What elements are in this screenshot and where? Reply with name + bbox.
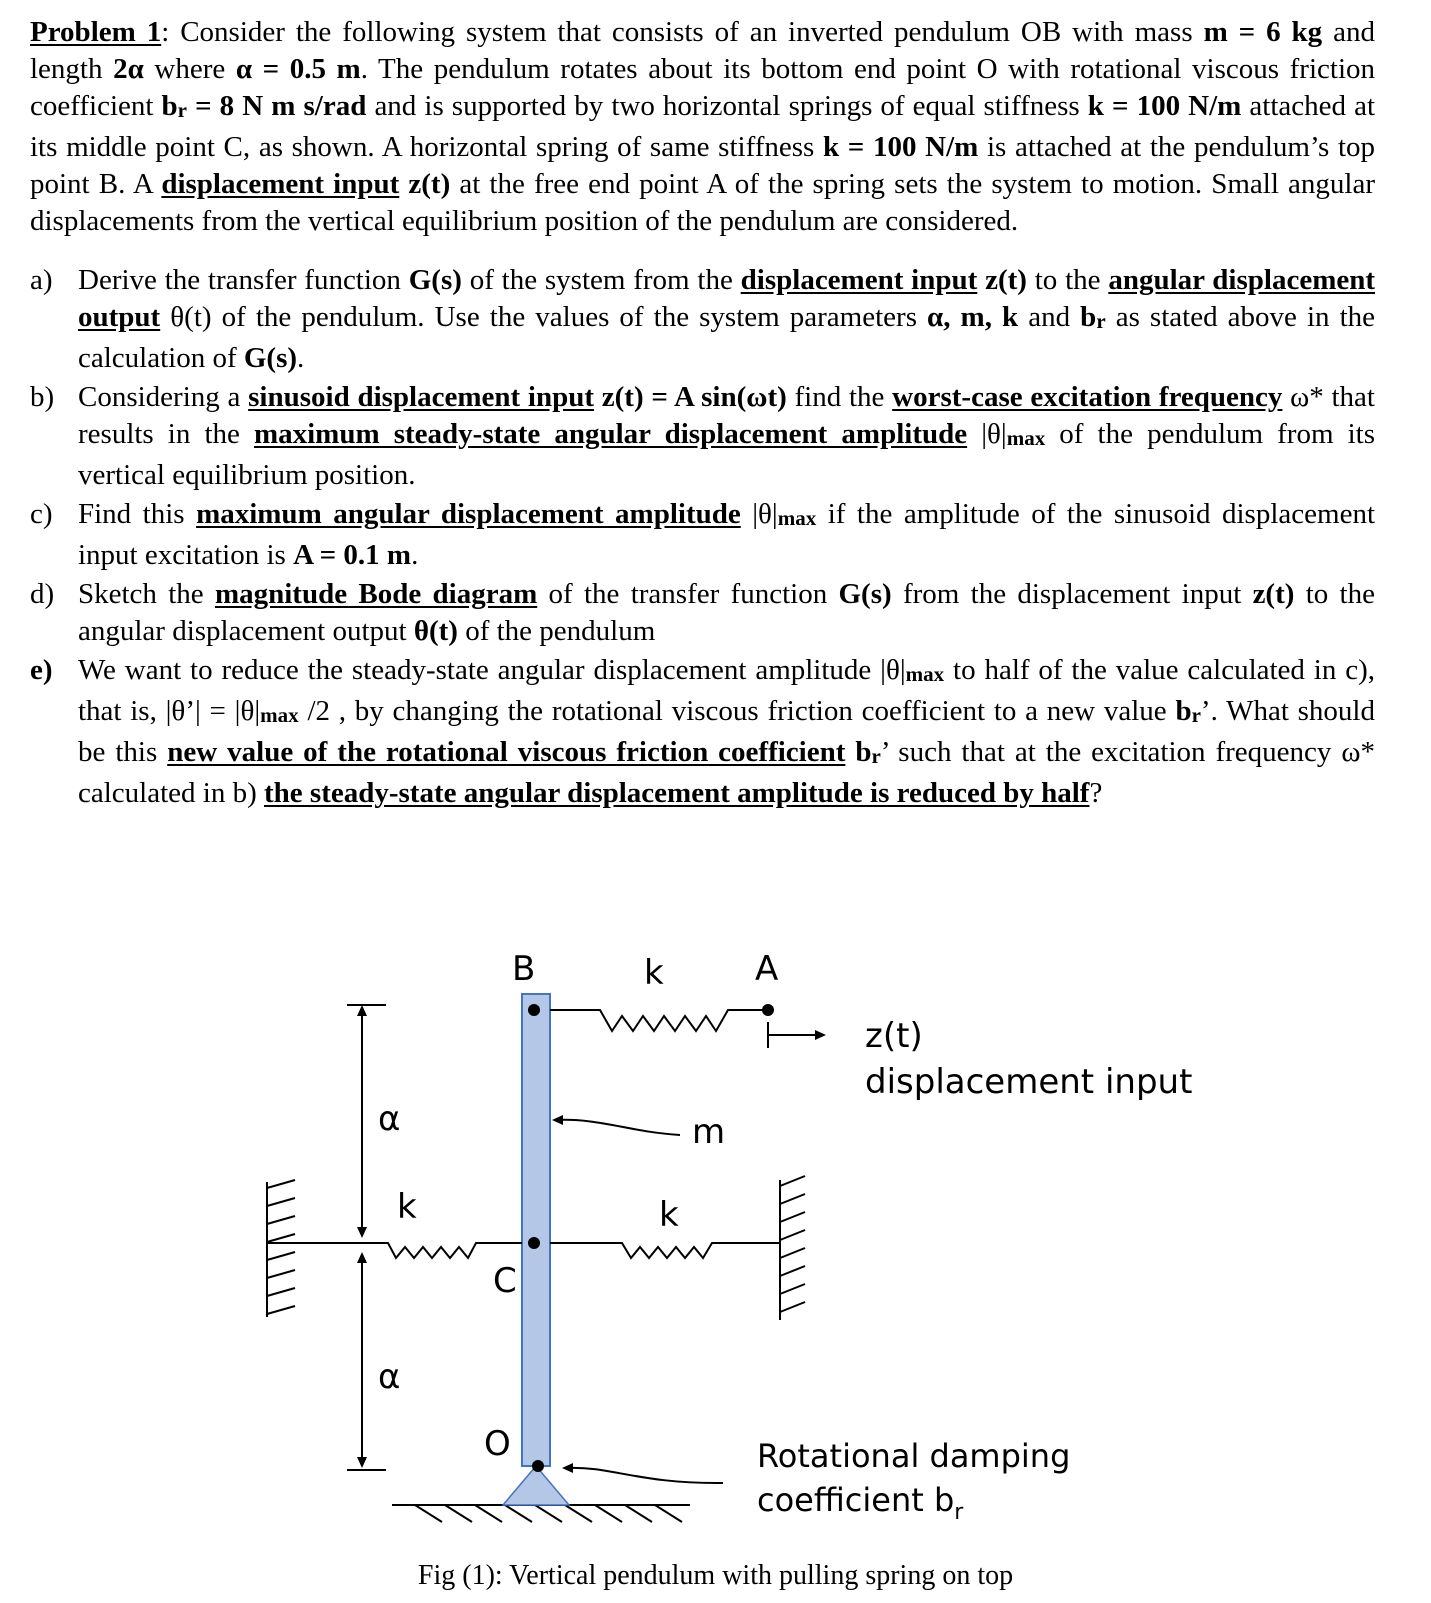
part-label: d) [30, 578, 55, 610]
part-label: a) [30, 264, 53, 296]
damping-label-1: Rotational damping [757, 1437, 1071, 1475]
part-text: from the displacement input [891, 578, 1253, 610]
part-text: angular displacement output [78, 264, 1376, 333]
point-c [528, 1237, 540, 1249]
part-text: if the amplitude of the sinusoid displacement input excitation is [78, 498, 1376, 571]
label-alpha-lower: α [378, 1357, 401, 1397]
point-a [762, 1004, 774, 1016]
dimension-upper [347, 1005, 386, 1238]
part-text: . [297, 342, 305, 374]
part-text: max [260, 703, 299, 727]
part-text: magnitude Bode diagram [214, 578, 538, 610]
part-text: displacement input [740, 264, 978, 296]
part-text: b [1175, 695, 1192, 727]
spring-right [550, 1243, 780, 1258]
question-part-e [30, 652, 1375, 812]
question-part-a [30, 262, 1375, 377]
problem-statement [30, 14, 1375, 814]
part-text: /2 , by changing the rotational viscous friction coefficient to a new value [298, 695, 1176, 727]
ground [392, 1505, 690, 1522]
label-c: C [493, 1261, 517, 1301]
part-text: ω* that results in the [78, 381, 1375, 450]
part-label: e) [30, 654, 53, 686]
part-text: G(s) [838, 578, 892, 610]
label-k-left: k [397, 1187, 417, 1227]
part-text: worst-case excitation frequency [892, 381, 1283, 413]
part-text: b [1080, 301, 1097, 333]
point-o [532, 1460, 544, 1472]
part-text: to half of the value calculated in c), that is, |θ’| = |θ| [78, 654, 1375, 727]
figure-caption: Fig (1): Vertical pendulum with pulling spring on top [417, 1560, 1014, 1591]
part-text: Find this [78, 498, 197, 530]
dimension-lower [347, 1252, 386, 1470]
part-text: the steady-state angular displacement amplitude is reduced by half [264, 777, 1090, 809]
spring-left [267, 1243, 522, 1258]
part-text: to the [1026, 264, 1109, 296]
input-label-1: z(t) [865, 1016, 923, 1056]
part-text: max [1006, 426, 1046, 450]
pivot-support [503, 1466, 569, 1505]
part-text: b [845, 736, 872, 768]
question-part-b [30, 379, 1375, 494]
part-text: ’ such that at the excitation frequency ω* calculated in b) [78, 736, 1375, 809]
label-b: B [512, 949, 536, 989]
part-text: G(s) [408, 264, 462, 296]
part-text: z(t) = A sin(ωt) [594, 381, 787, 413]
part-text: |θ| [967, 418, 1007, 450]
part-text: θ(t) [413, 615, 458, 647]
pendulum-rod [522, 994, 550, 1466]
question-parts [30, 262, 1375, 812]
input-arrow [768, 1022, 826, 1048]
part-text: max [777, 506, 817, 530]
part-text: r [871, 744, 881, 768]
part-text: . [411, 539, 419, 571]
part-text: r [1191, 703, 1201, 727]
part-text: r [1096, 309, 1106, 333]
problem-intro: Problem 1: Consider the following system that consists of an inverted pendulum OB with mass m = 6 kg and length 2α where α = 0.5 m. The pendulum rotates about its bottom end point O with rotational viscous friction coefficient br = 8 N m s/rad and is supported by two horizontal springs of equal stiffness k = 100 N/m attached at its middle point C, as shown. A horizontal spring of same stiffness k = 100 N/m is attached at the pendulum’s top point B. A displacement input z(t) at the free end point A of the spring sets the system to motion. Small angular displacements from the vertical equilibrium position of the pendulum are considered. [30, 16, 1376, 237]
input-label-2: displacement input [865, 1062, 1193, 1102]
point-b [528, 1004, 540, 1016]
part-text: θ(t) of the pendulum. Use the values of the system parameters [160, 301, 928, 333]
label-m: m [692, 1112, 726, 1152]
part-text: z(t) [1252, 578, 1295, 610]
part-text: to the angular displacement output [78, 578, 1375, 647]
left-wall [267, 1180, 295, 1317]
part-text: as stated above in the calculation of [78, 301, 1376, 374]
part-label: c) [30, 498, 53, 530]
mass-leader [552, 1115, 680, 1135]
damping-label-2: coefficient $b_r$ [757, 1481, 964, 1525]
part-text: find the [786, 381, 893, 413]
problem-heading: Problem 1 [30, 16, 162, 48]
label-a: A [755, 949, 779, 989]
label-k-right: k [659, 1195, 679, 1235]
label-o: O [484, 1424, 511, 1464]
part-text: of the pendulum from its vertical equilibrium position. [78, 418, 1376, 491]
spring-top [550, 1010, 768, 1031]
damping-leader [562, 1463, 723, 1483]
part-text: of the system from the [461, 264, 741, 296]
label-alpha-upper: α [378, 1099, 401, 1139]
part-text: Considering a [78, 381, 249, 413]
part-text: ’. What should be this [78, 695, 1375, 768]
part-text: maximum angular displacement amplitude [196, 498, 741, 530]
part-text: new value of the rotational viscous friction coefficient [167, 736, 846, 768]
label-k-top: k [644, 953, 664, 993]
question-part-c [30, 496, 1375, 574]
part-text: and [1018, 301, 1081, 333]
part-text: sinusoid displacement input [248, 381, 595, 413]
part-text: We want to reduce the steady-state angular displacement amplitude |θ| [78, 654, 906, 686]
part-text: α, m, k [927, 301, 1019, 333]
part-text: Sketch the [78, 578, 215, 610]
part-text: of the transfer function [537, 578, 839, 610]
part-text: G(s) [243, 342, 298, 374]
part-text: max [905, 662, 945, 686]
part-text: maximum steady-state angular displacement amplitude [253, 418, 968, 450]
part-text: A = 0.1 m [293, 539, 412, 571]
part-text: |θ| [740, 498, 778, 530]
question-part-d [30, 576, 1375, 650]
part-text: z(t) [977, 264, 1027, 296]
part-text: Derive the transfer function [78, 264, 409, 296]
part-text: of the pendulum [457, 615, 656, 647]
part-text: ? [1089, 777, 1103, 809]
part-label: b) [30, 381, 55, 413]
right-wall [780, 1176, 805, 1320]
